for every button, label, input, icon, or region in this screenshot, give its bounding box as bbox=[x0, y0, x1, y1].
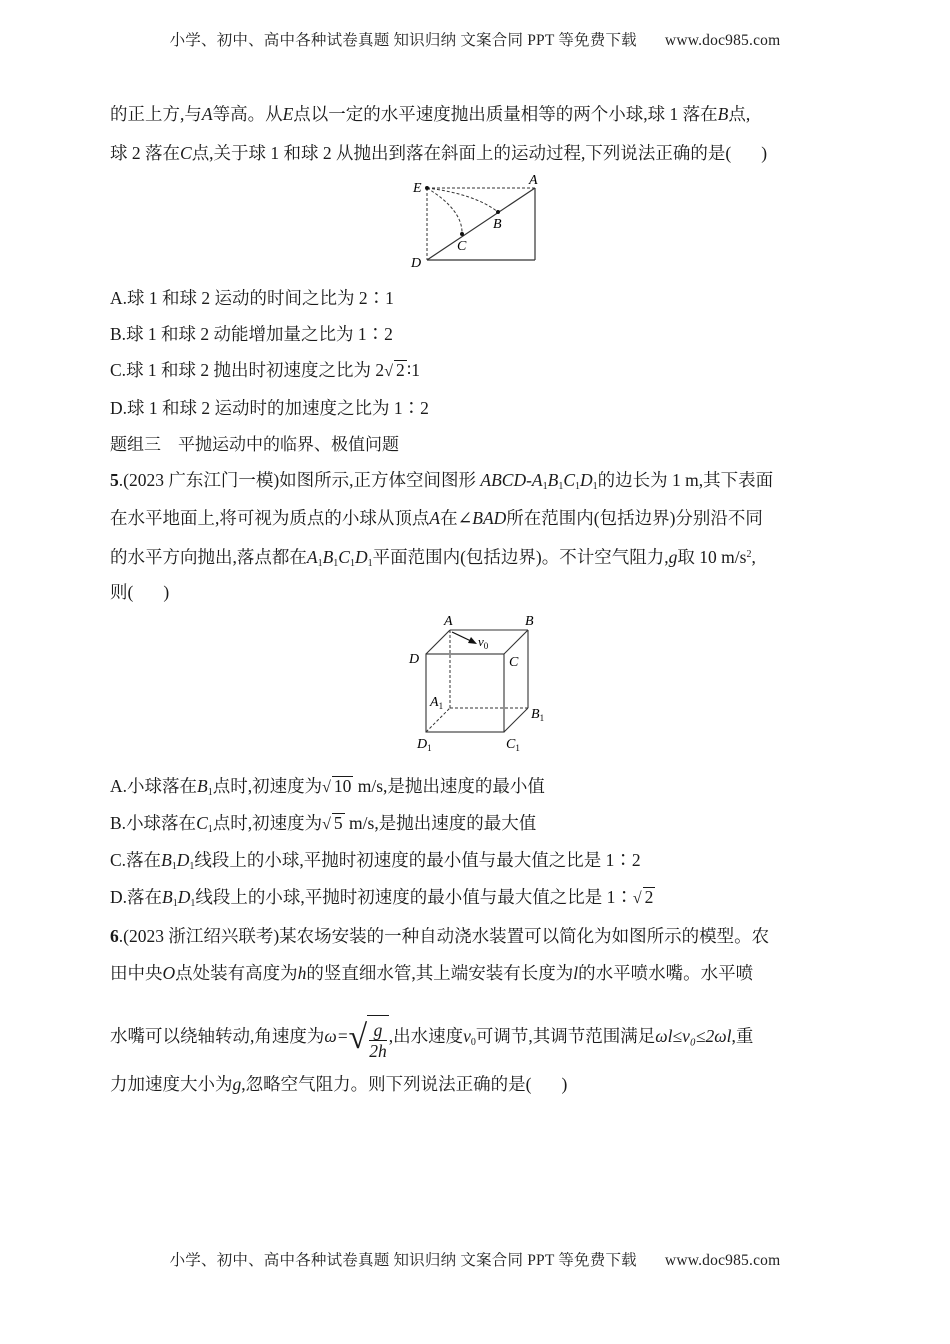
q4-option-b[interactable]: B.球 1 和球 2 动能增加量之比为 1∶2 bbox=[110, 324, 393, 344]
q4-figure-incline-diagram bbox=[405, 172, 555, 268]
svg-text:B: B bbox=[525, 614, 534, 629]
svg-text:D: D bbox=[411, 256, 422, 268]
q5-source: .(2023 广东江门一模) bbox=[118, 470, 280, 490]
page-footer bbox=[0, 1248, 950, 1270]
q5-option-d[interactable]: D.落在$B_1D_1$线段上的小球,平抛时初速度的最小值与最大值之比是 1∶√ 2 bbox=[110, 887, 654, 909]
q5-number: 5 bbox=[110, 470, 119, 490]
q5-option-b[interactable]: B.小球落在$C_1$点时,初速度为√ 5 m/s,是抛出速度的最大值 bbox=[110, 813, 537, 835]
q4-option-a[interactable]: A.球 1 和球 2 运动的时间之比为 2∶1 bbox=[110, 288, 394, 308]
header-text: 小学、初中、高中各种试卷真题 知识归纳 文案合同 PPT 等免费下载 bbox=[169, 32, 637, 49]
footer-text: 小学、初中、高中各种试卷真题 知识归纳 文案合同 PPT 等免费下载 bbox=[169, 1252, 637, 1269]
svg-text:B: B bbox=[493, 217, 502, 232]
q5-line-2: 在水平地面上,将可视为质点的小球从顶点A在∠BAD所在范围内(包括边界)分别沿不同 bbox=[110, 508, 763, 528]
q6-line-3: 水嘴可以绕轴转动,角速度为ω=√ $\frac{g}{2h}$ ,出水速度$v_0$可调节,其调节范围满足ωl≤v₀≤2ωl,重 bbox=[110, 1014, 753, 1065]
footer-url[interactable]: www.doc985.com bbox=[664, 1252, 781, 1269]
svg-text:E: E bbox=[413, 181, 422, 196]
q5-line-1: 5.(2023 广东江门一模)如图所示,正方体空间图形 ABCD-$A_1B_1C_1D_1$的边长为 1 m,其下表面 bbox=[110, 470, 774, 492]
q5-option-c[interactable]: C.落在$B_1D_1$线段上的小球,平抛时初速度的最小值与最大值之比是 1∶2 bbox=[110, 850, 641, 872]
svg-text:A: A bbox=[529, 173, 538, 188]
q5-option-a[interactable]: A.小球落在$B_1$点时,初速度为√ 10 m/s,是抛出速度的最小值 bbox=[110, 776, 545, 798]
q5-figure-cube-diagram bbox=[405, 608, 555, 754]
omega-fraction: $\frac{g}{2h}$ bbox=[369, 1019, 387, 1061]
q4-line-2: 球 2 落在C点,关于球 1 和球 2 从抛出到落在斜面上的运动过程,下列说法正确的是( ) bbox=[110, 143, 768, 163]
q6-number: 6 bbox=[110, 926, 119, 946]
svg-text:C: C bbox=[509, 655, 519, 670]
q4-line-1: 的正上方,与A等高。从E点以一定的水平速度抛出质量相等的两个小球,球 1 落在B点, bbox=[110, 104, 751, 124]
section-heading: 题组三 平抛运动中的临界、极值问题 bbox=[110, 435, 399, 455]
q5-line-3: 的水平方向抛出,落点都在$A_1B_1C_1D_1$平面范围内(包括边界)。不计空气阻力,g取 10 $m/s^2$, bbox=[110, 547, 756, 569]
q4-option-c[interactable]: C.球 1 和球 2 抛出时初速度之比为 2√ 2 ∶1 bbox=[110, 360, 421, 380]
svg-text:B1: $B_1$ bbox=[531, 707, 545, 723]
q4-option-d[interactable]: D.球 1 和球 2 运动时的加速度之比为 1∶2 bbox=[110, 398, 429, 418]
svg-text:C1: $C_1$ bbox=[506, 737, 520, 753]
q6-source: .(2023 浙江绍兴联考) bbox=[118, 926, 280, 946]
svg-text:A: A bbox=[444, 614, 453, 629]
header-url[interactable]: www.doc985.com bbox=[664, 32, 781, 49]
page-header bbox=[0, 28, 950, 50]
svg-text:D1: $D_1$ bbox=[417, 737, 432, 753]
q6-line-1: 6.(2023 浙江绍兴联考)某农场安装的一种自动浇水装置可以简化为如图所示的模型。农 bbox=[110, 926, 770, 946]
svg-text:D: D bbox=[409, 652, 420, 667]
q5-line-4: 则( ) bbox=[110, 582, 170, 602]
q6-line-4: 力加速度大小为g,忽略空气阻力。则下列说法正确的是( ) bbox=[110, 1074, 568, 1094]
svg-text:C: C bbox=[457, 239, 467, 254]
svg-text:v0: $v_0$ bbox=[478, 634, 489, 651]
q6-line-2: 田中央O点处装有高度为h的竖直细水管,其上端安装有长度为l的水平喷水嘴。水平喷 bbox=[110, 963, 754, 983]
svg-text:A1: $A_1$ bbox=[430, 695, 444, 711]
